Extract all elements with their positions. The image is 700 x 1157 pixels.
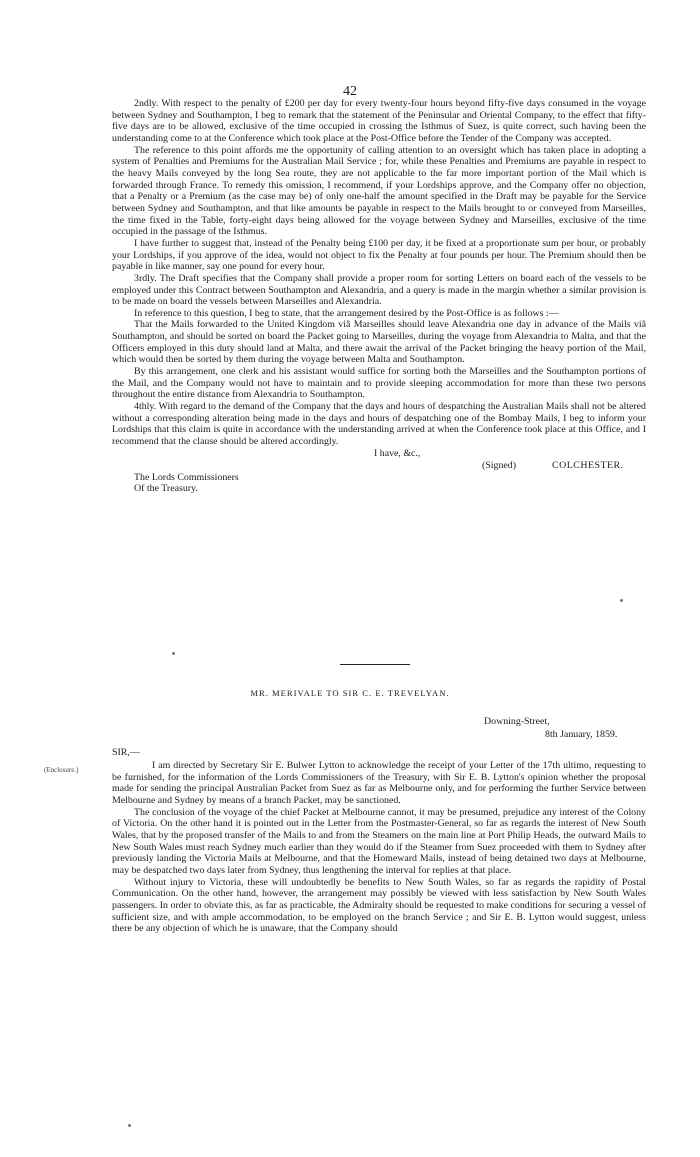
paragraph-clerk-assistant: By this arrangement, one clerk and his assistant would suffice for sorting both the Marseilles and the Southampton portions of the Mail, and the Company would not have to maintain and to provide sleeping accommodation for more than these two persons throughout the entire distance from Alexandria to Southampton. — [112, 366, 646, 401]
stray-mark — [172, 652, 175, 655]
addressee-line-1: The Lords Commissioners — [134, 471, 239, 483]
first-letter-body — [112, 98, 646, 495]
paragraph-marseilles-mails: That the Mails forwarded to the United Kingdom viâ Marseilles should leave Alexandria one day in advance of the Mails viâ Southampton, and should be sorted on board the Packet going to Marseilles, during the voyage from Alexandria to Malta, and that the Officers employed in this duty should land at Malta, and there await the arrival of the Packet bringing the heavy portion of the Mail, which would then be sorted by them during the voyage between Malta and Southampton. — [112, 319, 646, 366]
paragraph-2ndly: 2ndly. With respect to the penalty of £200 per day for every twenty-four hours beyond fifty-five days consumed in the voyage between Sydney and Southampton, I beg to remark that the statement of the Peninsular and Oriental Company, to the effect that fifty-five days are to be allowed, exclusive of the time occupied in crossing the Isthmus of Suez, is quite correct, such having been the understanding come to at the Conference which took place at the Post-Office before the Tender of the Company was accepted. — [112, 98, 646, 144]
paragraph-without-injury: Without injury to Victoria, these will undoubtedly be benefits to New South Wales, so far as regards the rapidity of Postal Communication. On the other hand, however, the arrangement may possibly be viewed with less satisfaction by New South Wales passengers. In order to obviate this, as far as practicable, the Admiralty should be requested to make conditions for securing a vessel of sufficient size, and with ample accommodation, to be employed on the branch Service ; and Sir E. B. Lytton would suggest, unless there be any objection of which he is unaware, that the Company should — [112, 876, 646, 935]
paragraph-4thly: 4thly. With regard to the demand of the Company that the days and hours of despatching the Australian Mails shall not be altered without a corresponding alteration being made in the days and hours of despatching one of the Bombay Mails, I beg to inform your Lordships that this claim is quite in accordance with the understanding arrived at when the Conference took place at this Office, and I recommend that the clause should be altered accordingly. — [112, 401, 646, 448]
margin-note: (Enclosure.) — [44, 766, 79, 774]
page-number: 42 — [343, 84, 357, 99]
paragraph-oversight: The reference to this point affords me the opportunity of calling attention to an oversight which has taken place in adopting a system of Penalties and Premiums for the Australian Mail Service ; for, while these Penalties and Premiums are payable in respect to the heavy Mails conveyed by the long Sea route, they are not applicable to the far more important portion of the Mail which is forwarded through France. To remedy this omission, I recommend, if your Lordships approve, and the Company offer no objection, that a Penalty or a Premium (as the case may be) of only one-half the amount specified in the Draft may be payable for the Service between Sydney and Southampton, and that like amounts be payable in respect to the Mails brought to or conveyed from Marseilles, the time fixed in the Table, forty-eight days being allowed for the voyage between Sydney and Marseilles, exclusive of the time occupied in the passage of the Isthmus. — [112, 144, 646, 238]
paragraph-acknowledge: I am directed by Secretary Sir E. Bulwer Lytton to acknowledge the receipt of your Letter of the 17th ultimo, requesting to be furnished, for the information of the Lords Commissioners of the Treasury, with Sir E. B. Lytton's opinion whether the proposal made for sending the principal Australian Packet from Suez as far as Melbourne only, and for performing the further Service between Melbourne and Sydney by means of a branch Packet, may be sanctioned. — [112, 760, 646, 806]
addressee-line-2: Of the Treasury. — [134, 483, 198, 495]
signature-line — [112, 460, 646, 472]
paragraph-3rdly: 3rdly. The Draft specifies that the Company shall provide a proper room for sorting Letters on board each of the vessels to be employed under this Contract between Southampton and Alexandria, and a query is made in the margin whether a similar provision is to be made on board the vessels between Marseilles and Alexandria. — [112, 272, 646, 308]
section-divider — [340, 664, 410, 665]
signer-name: COLCHESTER. — [552, 459, 624, 471]
second-letter-body — [112, 760, 646, 935]
closing: I have, &c., — [374, 447, 421, 459]
paragraph-penalty-per-hour: I have further to suggest that, instead of the Penalty being £100 per day, it be fixed at a proportionate sum per hour, or probably your Lordships, if you approve of the idea, would not object to fix the Penalty at four pounds per hour. The Premium should then be payable in like manner, say one pound for every hour. — [112, 237, 646, 273]
salutation: SIR,— — [112, 747, 140, 758]
letter-heading: MR. MERIVALE TO SIR C. E. TREVELYAN. — [250, 688, 450, 698]
letter-place: Downing-Street, — [484, 716, 550, 727]
closing-line — [112, 448, 646, 460]
stray-mark — [128, 1124, 131, 1127]
paragraph-arrangement: In reference to this question, I beg to state, that the arrangement desired by the Post-Office is as follows :— — [134, 307, 559, 319]
letter-date: 8th January, 1859. — [545, 729, 618, 740]
paragraph-conclusion: The conclusion of the voyage of the chief Packet at Melbourne cannot, it may be presumed, prejudice any interest of the Colony of Victoria. On the other hand it is pointed out in the Letter from the Postmaster-General, so far as regards the interest of New South Wales, that by the proposed transfer of the Mails to and from the Steamers on the main line at Port Philip Heads, the outward Mails to New South Wales must reach Sydney much earlier than they would do if the Steamer from Suez proceeded with them to Sydney after previously landing the Victoria Mails at Melbourne, and that the Homeward Mails, instead of being detained two days at Melbourne, may be despatched two days later from Sydney, thus lengthening the interval for replies at that place. — [112, 806, 646, 876]
stray-mark — [620, 599, 623, 602]
signed-label: (Signed) — [482, 459, 517, 471]
